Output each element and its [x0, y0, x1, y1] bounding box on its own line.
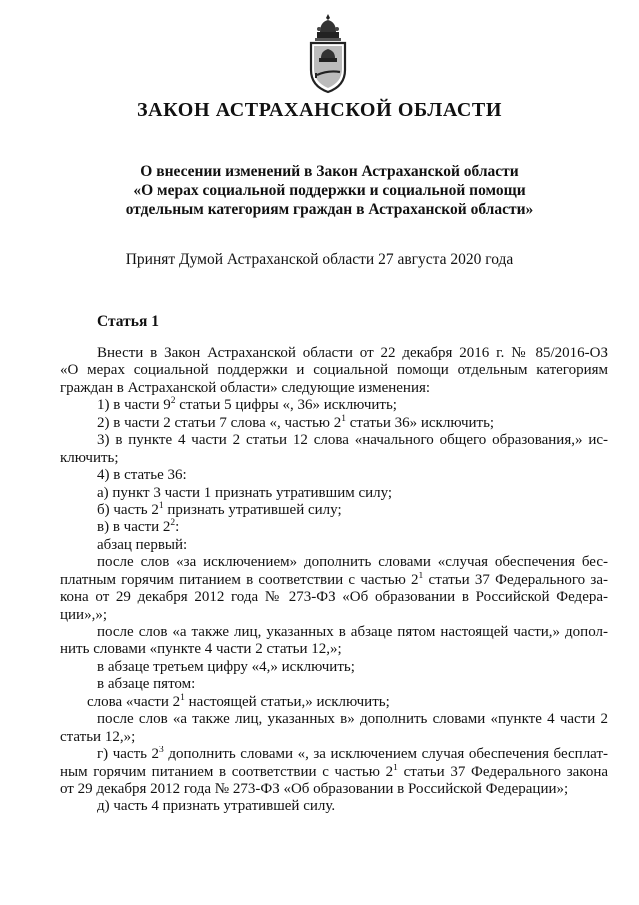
text-run: ции»,»; [60, 606, 107, 623]
text-run: 2) в части 2 статьи 7 слова «, частью 2 [97, 414, 342, 431]
subtitle-line: О внесении изменений в Закон Астраханской области [140, 163, 519, 180]
text-run: статьи 12,»; [60, 728, 136, 745]
text-run: «О мерах социальной поддержки и социальной помощи отдельным категориям [60, 362, 608, 379]
article-line [60, 798, 608, 815]
article-body [60, 345, 608, 816]
text-run: дополнить словами «, за исключением случая обеспечения бесплат- [163, 746, 608, 763]
text-run: 1) в части 9 [97, 397, 171, 414]
text-run: статьи 36» исключить; [346, 414, 495, 431]
article-line [60, 432, 608, 449]
text-run: после слов «а также лиц, указанных в» дополнить словами «пункте 4 части 2 [97, 711, 608, 728]
article-line [60, 746, 608, 763]
text-run: г) часть 2 [97, 746, 160, 763]
document-title: ЗАКОН АСТРАХАНСКОЙ ОБЛАСТИ [136, 99, 503, 121]
article-line [60, 641, 608, 658]
article-line [60, 711, 608, 728]
article-line [60, 624, 608, 641]
text-run: после слов «а также лиц, указанных в абзаце пятом настоящей части,» допол- [97, 624, 608, 640]
text-run: д) часть 4 признать утратившей силу. [97, 798, 336, 815]
text-run: от 29 декабря 2012 года № 273-ФЗ «Об образовании в Российской Федерации»; [60, 780, 569, 797]
superscript: 3 [159, 746, 164, 756]
article-line [60, 729, 608, 746]
article-line [60, 554, 608, 571]
text-run: после слов «за исключением» дополнить словами «случая обеспечения бес- [97, 554, 608, 571]
adoption-date: Принят Думой Астраханской области 27 августа 2020 года [125, 251, 514, 268]
text-run: 3) в пункте 4 части 2 статьи 12 слова «начального общего образования,» ис- [97, 432, 608, 449]
article-line [60, 467, 608, 484]
article-line [60, 415, 608, 432]
text-run: настоящей статьи,» исключить; [184, 693, 390, 710]
text-run: а) пункт 3 части 1 признать утратившим силу; [97, 484, 393, 501]
article-line [60, 572, 608, 589]
superscript: 1 [180, 692, 185, 703]
article-line [60, 781, 608, 798]
article-line [60, 380, 608, 397]
article-line [60, 764, 608, 781]
article-line [60, 519, 608, 536]
superscript: 1 [418, 571, 424, 581]
text-run: в абзаце пятом: [97, 676, 196, 693]
text-run: Внести в Закон Астраханской области от 22 декабря 2016 г. № 85/2016-ОЗ [97, 345, 608, 361]
text-run: 4) в статье 36: [97, 467, 187, 484]
text-run: ключить; [60, 449, 119, 466]
article-line [60, 694, 608, 711]
superscript: 2 [170, 396, 176, 407]
coat-of-arms-icon [303, 12, 353, 94]
article-line [60, 397, 608, 414]
text-run: слова «части 2 [87, 693, 181, 710]
article-line [60, 659, 608, 676]
superscript: 1 [158, 500, 164, 511]
text-run: в абзаце третьем цифру «4,» исключить; [97, 658, 355, 675]
superscript: 2 [170, 518, 176, 529]
article-heading: Статья 1 [97, 313, 159, 330]
text-run: статьи 5 цифры «, 36» исключить; [175, 397, 397, 414]
article-line [60, 362, 608, 379]
text-run: ным горячим питанием в соответствии с частью 2 [60, 763, 394, 780]
text-run: нить словами «пункте 4 части 2 статьи 12,»; [60, 641, 342, 658]
text-run: статьи 37 Федерального за- [423, 571, 608, 588]
article-line [60, 607, 608, 624]
text-run: граждан в Астраханской области» следующие изменения: [60, 379, 431, 396]
article-line [60, 589, 608, 606]
superscript: 1 [393, 763, 398, 773]
text-run: : [175, 519, 180, 536]
text-run: платным горячим питанием в соответствии с частью 2 [60, 571, 419, 588]
text-run: статьи 37 Федерального закона [397, 763, 608, 780]
article-line [60, 537, 608, 554]
text-run: в) в части 2 [97, 519, 171, 536]
subtitle-line: отдельным категориям граждан в Астраханской области» [125, 201, 534, 218]
text-run: признать утратившей силу; [163, 501, 342, 518]
article-line [60, 676, 608, 693]
text-run: б) часть 2 [97, 501, 159, 518]
article-line [60, 485, 608, 502]
article-line [60, 502, 608, 519]
article-line [60, 450, 608, 467]
text-run: кона от 29 декабря 2012 года № 273-ФЗ «Об образовании в Российской Федера- [60, 589, 608, 606]
article-line [60, 345, 608, 362]
document-subtitle [40, 162, 619, 219]
superscript: 1 [341, 413, 347, 424]
subtitle-line: «О мерах социальной поддержки и социальной помощи [133, 182, 526, 199]
text-run: абзац первый: [97, 536, 188, 553]
